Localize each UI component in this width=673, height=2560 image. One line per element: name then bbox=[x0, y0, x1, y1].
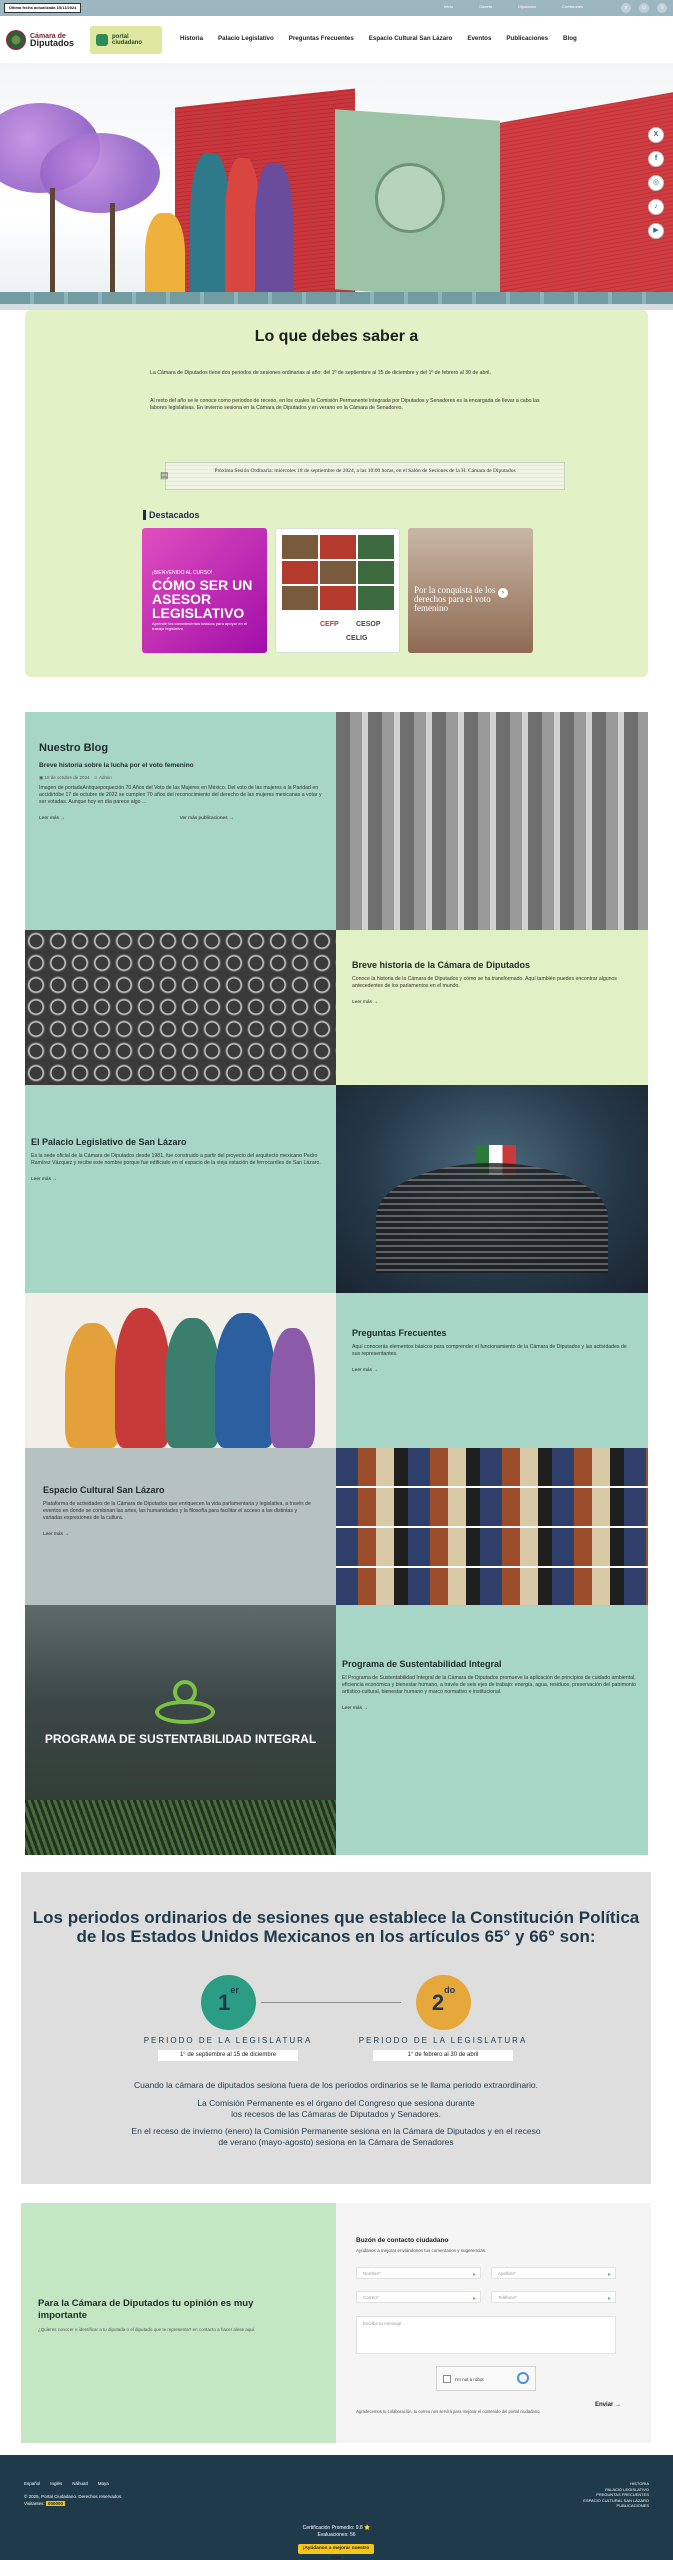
know-paragraph-2: Al resto del año se le conoce como periodos de receso, en los cuales la Comisión Permanente integrada por Diputados y Senadores es la encargada de llevar a cabo las labores legislativas. En invierno sesiona en la Cámara de Diputados y en verano en la Cámara de Senadores. bbox=[150, 398, 540, 412]
building-right bbox=[495, 92, 673, 310]
blog-intro bbox=[25, 712, 336, 930]
historia-read-more[interactable]: Leer más → bbox=[352, 1000, 379, 1005]
nav-item-publicaciones[interactable]: Publicaciones bbox=[506, 35, 549, 42]
site-rating: Certificación Promedio: 9.8 ⭐ Evaluaciones: 56 bbox=[302, 2525, 371, 2538]
woman-figure bbox=[255, 163, 293, 308]
sustainability-text: El Programa de Sustentabilidad Integral de la Cámara de Diputados promueve la aplicación de principios de cuidado ambiental, eficiencia económica y bienestar humano, a través de seis ejes de trabajo: energía, agua, residuos, preservación del patrimonio artístico-cultural, bienestar humano y marco normativo e institucional. bbox=[342, 1675, 636, 1695]
historia-card bbox=[336, 930, 648, 1085]
contact-form bbox=[336, 2203, 651, 2443]
valid-check-icon: ▸ bbox=[607, 2296, 611, 2302]
search-icon[interactable]: ⌕ bbox=[621, 3, 631, 13]
lang-ingles[interactable]: Inglés bbox=[50, 2481, 63, 2486]
camara-logo-text: Cámara de Diputados bbox=[30, 33, 74, 48]
top-link-comisiones[interactable]: Comisiones bbox=[562, 4, 583, 9]
palacio-card bbox=[25, 1085, 336, 1293]
historia-title: Breve historia de la Cámara de Diputados bbox=[352, 960, 531, 970]
footer-link-historia[interactable]: HISTORIA bbox=[630, 2481, 649, 2486]
cultural-card bbox=[25, 1448, 336, 1605]
nav-item-historia[interactable]: Historia bbox=[180, 35, 204, 42]
message-field[interactable]: Escribe tu mensaje bbox=[356, 2316, 616, 2354]
nav-item-espacio-cultural[interactable]: Espacio Cultural San Lázaro bbox=[368, 35, 453, 42]
blog-post-meta: ▣ 18 de octubre de 2024 ☺ Admin bbox=[39, 775, 112, 780]
featured-title: Destacados bbox=[143, 510, 200, 520]
sustainability-read-more[interactable]: Leer más → bbox=[342, 1706, 369, 1711]
know-section bbox=[25, 310, 648, 677]
footer-link-palacio[interactable]: PALACIO LEGISLATIVO bbox=[605, 2486, 649, 2492]
site-footer bbox=[0, 2455, 673, 2560]
palacio-read-more[interactable]: Leer más → bbox=[31, 1177, 58, 1182]
featured-card-voto[interactable]: Por la conquista de los derechos para el voto femenino › bbox=[408, 528, 533, 653]
chamber-seats bbox=[376, 1163, 608, 1273]
palacio-title: El Palacio Legislativo de San Lázaro bbox=[31, 1137, 187, 1147]
session-periods bbox=[21, 1872, 651, 2184]
cultural-read-more[interactable]: Leer más → bbox=[43, 1532, 70, 1537]
phone-field[interactable]: Teléfono* ▸ bbox=[491, 2291, 616, 2303]
blog-post-title[interactable]: Breve historia sobre la lucha por el voto femenino bbox=[39, 762, 194, 769]
nav-item-blog[interactable]: Blog bbox=[563, 35, 577, 42]
portal-ciudadano-logo[interactable] bbox=[90, 26, 162, 54]
contact-intro-text: ¿Quieres conocer e identificar a tu diputada o el diputado que te representa? en contacto a hacer alese aquí. bbox=[38, 2327, 256, 2332]
facebook-icon[interactable]: f bbox=[648, 151, 664, 167]
name-field[interactable]: Nombre* ▸ bbox=[356, 2267, 481, 2279]
feedback-button[interactable]: ¡Ayúdanos a mejorar nuestro sitio! bbox=[298, 2544, 374, 2554]
hero-illustration bbox=[0, 63, 673, 310]
nav-menu bbox=[180, 35, 592, 42]
calendar-icon: ▤ bbox=[160, 470, 169, 480]
faq-card bbox=[336, 1293, 648, 1448]
update-notice: Última fecha actualizada 15/11/2024 bbox=[4, 3, 81, 13]
copyright: © 2025, Portal Ciudadano. Derechos reservados. bbox=[24, 2494, 123, 2499]
user-icon[interactable]: ☺ bbox=[640, 5, 648, 11]
blog-title: Nuestro Blog bbox=[39, 742, 109, 754]
know-title: Lo que debes saber a bbox=[254, 328, 419, 345]
historia-text: Conoce la historia de la Cámara de Diputados y cómo se ha transformado. Aquí también puedes encontrar algunos antecedentes de los parlamentos en el mundo. bbox=[352, 976, 618, 989]
faq-text: Aquí conocerás elementos básicos para comprender el funcionamiento de la Cámara de Diputados y las actividades de sus representantes. bbox=[352, 1344, 627, 1357]
top-link-diputados[interactable]: Diputados bbox=[518, 4, 537, 9]
second-period-dates: 1° de febrero al 30 de abril bbox=[373, 2050, 513, 2061]
faq-title: Preguntas Frecuentes bbox=[352, 1328, 447, 1338]
language-links bbox=[24, 2481, 109, 2486]
centros-collage bbox=[282, 535, 394, 610]
portal-logo-icon bbox=[96, 34, 108, 46]
tree-trunk bbox=[50, 188, 55, 298]
blog-post-excerpt: Imagen de portadaAntiquepoqueción 70 Años del Voto de las Mujeres en México. Del voto de las mujeres a la Paridad en accidirtóbe 17 de octubre de 2022 se cumplen 70 años del reconocimiento del derecho de las mujeres mexicanas a votar y ser votadas. Aunque hoy en día parece algo ... bbox=[39, 785, 322, 805]
youtube-icon[interactable]: ▶ bbox=[648, 223, 664, 239]
top-link-inicio[interactable]: Inicio bbox=[443, 4, 454, 9]
blog-read-more[interactable]: Leer más → bbox=[39, 816, 66, 821]
top-link-gaceta[interactable]: Gaceta bbox=[479, 4, 493, 9]
agave-plants bbox=[25, 1800, 336, 1855]
blog-more-posts[interactable]: Ver más publicaciones → bbox=[179, 816, 234, 821]
palacio-text: Es la sede oficial de la Cámara de Diputados desde 1981, fue construido a partir del proyecto del arquitecto mexicano Pedro Ramírez Vázquez y recibe este nombre porque fue edificado en el espacio de la vieja estación de ferrocarriles de San Lázaro. bbox=[31, 1153, 321, 1166]
periods-note-3: En el receso de invierno (enero) la Comisión Permanente sesiona en la Cámara de Diputados y en el receso de verano (mayo-agosto) sesiona en la Cámara de Senadores bbox=[131, 2126, 541, 2147]
valid-check-icon: ▸ bbox=[472, 2272, 476, 2278]
top-links bbox=[444, 4, 583, 9]
cultural-title: Espacio Cultural San Lázaro bbox=[43, 1485, 165, 1495]
instagram-icon[interactable]: ◎ bbox=[648, 175, 664, 191]
blog-mosaic bbox=[25, 712, 648, 1855]
faq-read-more[interactable]: Leer más → bbox=[352, 1368, 379, 1373]
portal-logo-text: portal ciudadano bbox=[112, 34, 143, 46]
periods-note-1: Cuando la cámara de diputados sesiona fuera de los periodos ordinarios se le llama periodo extraordinario. bbox=[134, 2080, 538, 2090]
first-period-label: PERIODO DE LA LEGISLATURA bbox=[143, 2036, 313, 2045]
period-connector bbox=[261, 2002, 401, 2003]
featured-card-asesor[interactable]: ¡BIENVENIDO AL CURSO! CÓMO SER UN ASESOR LEGISLATIVO Aprende los conocimientos básicos para apoyar en el trabajo legislativo. bbox=[142, 528, 267, 653]
top-utility-bar bbox=[0, 0, 673, 16]
jacaranda-tree bbox=[40, 133, 160, 213]
footer-link-espacio[interactable]: ESPACIO CULTURAL SAN LÁZARO bbox=[583, 2497, 649, 2503]
contact-intro bbox=[21, 2203, 336, 2443]
main-navigation bbox=[0, 16, 673, 63]
x-twitter-icon[interactable]: X bbox=[648, 127, 664, 143]
tiktok-icon[interactable]: ♪ bbox=[648, 199, 664, 215]
featured-card-centros[interactable]: CEFP CESOP CELIG bbox=[275, 528, 400, 653]
periods-title: Los periodos ordinarios de sesiones que establece la Constitución Política de los Estados Unidos Mexicanos en los artículos 65° y 66° son: bbox=[32, 1908, 640, 1946]
footer-link-publicaciones[interactable]: PUBLICACIONES bbox=[616, 2503, 649, 2508]
email-field[interactable]: Correo* ▸ bbox=[356, 2291, 481, 2303]
chamber-photo bbox=[336, 1085, 648, 1293]
voting-women-photo bbox=[336, 712, 648, 930]
recaptcha-widget[interactable]: I'm not a robot bbox=[436, 2366, 536, 2391]
contact-form-subtitle: Ayúdanos a mejorar enviándonos tus comentarios y sugerencias. bbox=[356, 2248, 487, 2253]
tree-trunk bbox=[110, 203, 115, 298]
lattice-pattern-image bbox=[25, 930, 336, 1085]
valid-check-icon: ▸ bbox=[472, 2296, 476, 2302]
camara-logo[interactable] bbox=[6, 28, 81, 52]
first-period-dates: 1° de septiembre al 15 de diciembre bbox=[158, 2050, 298, 2061]
menu-icon[interactable]: ≡ bbox=[657, 3, 667, 13]
contact-footnote: Agradecemos tu colaboración, tu correo nos servirá para mejorar el contenido del portal ciudadano. bbox=[356, 2409, 541, 2414]
sustainability-photo bbox=[25, 1605, 336, 1855]
plaza-pattern bbox=[0, 292, 673, 304]
contact-form-title: Buzón de contacto ciudadano bbox=[356, 2237, 449, 2244]
calendar-icon: ▣ bbox=[39, 775, 44, 780]
woman-figure bbox=[190, 153, 230, 310]
cultural-text: Plataforma de actividades de la Cámara de Diputados que enriquecen la vida parlamentaria y legislativa, a través de eventos en donde se combinan las artes, las humanidades y la filosofía para facilitar el acceso a las distintas y variadas expresiones de la cultura. bbox=[43, 1501, 311, 1521]
national-seal-icon bbox=[375, 163, 445, 233]
book-covers-collage bbox=[336, 1448, 648, 1605]
social-sidebar bbox=[648, 127, 664, 239]
periods-note-2: La Comisión Permanente es el órgano del Congreso que sesiona durante los recesos de las Cámaras de Diputados y Senadores. bbox=[197, 2098, 475, 2119]
send-button[interactable]: Enviar → bbox=[594, 2402, 621, 2408]
visitor-counter: Visitantes: 000000 bbox=[24, 2501, 63, 2506]
nav-item-preguntas[interactable]: Preguntas Frecuentes bbox=[288, 35, 354, 42]
lastname-field[interactable]: Apellido* ▸ bbox=[491, 2267, 616, 2279]
nav-item-palacio[interactable]: Palacio Legislativo bbox=[218, 35, 274, 42]
next-session-box: ▤ Próxima Sesión Ordinaria: miércoles 18 de septiembre de 2024, a las 10:00 horas, en el Salón de Sesiones de la H. Cámara de Diputados bbox=[165, 462, 565, 490]
second-period-label: PERIODO DE LA LEGISLATURA bbox=[358, 2036, 528, 2045]
user-icon: ☺ bbox=[93, 775, 98, 780]
sustainability-image-text: PROGRAMA DE SUSTENTABILIDAD INTEGRAL bbox=[44, 1732, 317, 1746]
valid-check-icon: ▸ bbox=[607, 2272, 611, 2278]
first-period-badge: 1er bbox=[201, 1975, 256, 2030]
footer-site-links bbox=[583, 2481, 649, 2509]
recaptcha-icon bbox=[517, 2372, 529, 2384]
sustainability-logo-icon bbox=[155, 1700, 215, 1724]
sustainability-title: Programa de Sustentabilidad Integral bbox=[342, 1659, 502, 1669]
lang-maya[interactable]: Maya bbox=[97, 2481, 109, 2486]
next-arrow-icon[interactable]: › bbox=[498, 588, 508, 598]
contact-section bbox=[21, 2203, 651, 2443]
contact-intro-title: Para la Cámara de Diputados tu opinión es muy importante bbox=[38, 2298, 254, 2321]
camara-seal-icon bbox=[6, 30, 26, 50]
lang-nahuatl[interactable]: Náhuatl bbox=[72, 2481, 88, 2486]
second-period-badge: $2^{do}$ bbox=[416, 1975, 471, 2030]
know-paragraph-1: La Cámara de Diputados tiene dos periodos de sesiones ordinarias al año: del 1º de septiembre al 15 de diciembre y del 1º de febrero al 30 de abril. bbox=[150, 370, 491, 376]
nav-item-eventos[interactable]: Eventos bbox=[467, 35, 492, 42]
people-illustration bbox=[25, 1293, 336, 1448]
footer-link-preguntas[interactable]: PREGUNTAS FRECUENTES bbox=[596, 2492, 649, 2497]
captcha-checkbox[interactable] bbox=[443, 2375, 451, 2383]
sustainability-card bbox=[336, 1605, 648, 1855]
lang-espanol[interactable]: Español bbox=[24, 2481, 41, 2486]
